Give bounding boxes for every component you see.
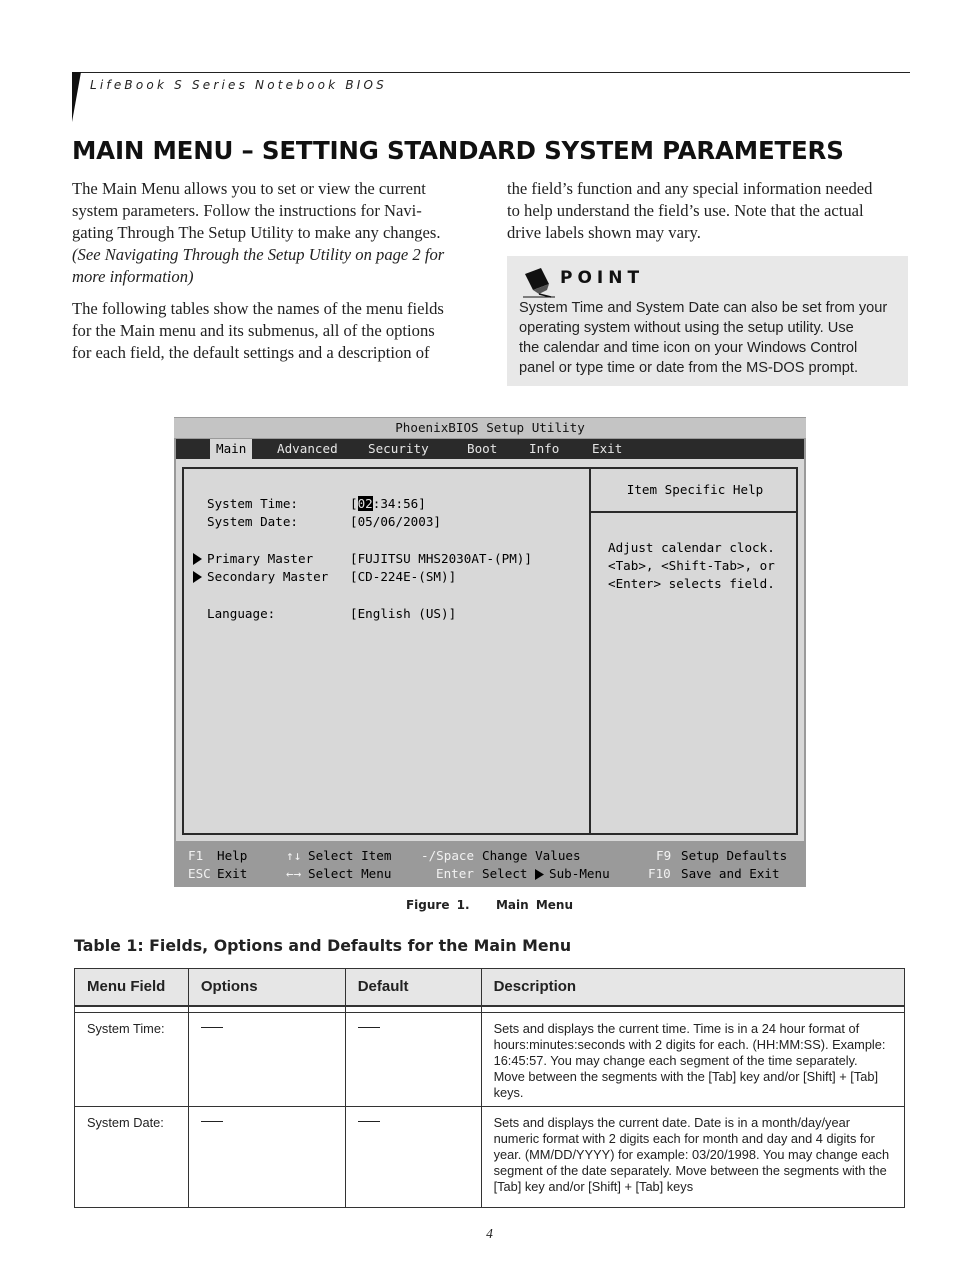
- point-label: POINT: [560, 268, 645, 288]
- bios-help-divider: [591, 511, 798, 513]
- key-f9: F9: [656, 848, 672, 863]
- key-updown-arrows-icon: ↑↓: [286, 848, 302, 863]
- table-title: Table 1: Fields, Options and Defaults for the Main Menu: [74, 936, 572, 955]
- table-header-row: [75, 969, 905, 1006]
- bios-screenshot: [174, 417, 806, 887]
- key-updown-label: Select Item: [308, 848, 392, 863]
- language-value[interactable]: [English (US)]: [350, 606, 457, 621]
- figure-number: Figure 1.: [405, 898, 470, 912]
- page-number: 4: [486, 1226, 493, 1241]
- key-enter: Enter: [436, 866, 474, 881]
- pen-icon: [521, 266, 557, 298]
- key-leftright-arrows-icon: ←→: [286, 866, 302, 881]
- empty-dash: [358, 1121, 380, 1122]
- column-header: Description: [481, 969, 904, 1006]
- empty-dash: [358, 1027, 380, 1028]
- empty-dash: [201, 1027, 223, 1028]
- primary-master-value[interactable]: [FUJITSU MHS2030AT-(PM)]: [350, 551, 532, 566]
- system-time-value[interactable]: [02:34:56]: [350, 496, 426, 511]
- intro-paragraph-2: The following tables show the names of the menu fields for the Main menu and its submenus, all of the options for each field, the default settings and a description of: [72, 299, 444, 362]
- submenu-arrow-icon: [192, 571, 202, 583]
- key-f9-label: Setup Defaults: [681, 848, 788, 863]
- menu-field-cell: System Date:: [75, 1107, 189, 1208]
- fields-table: [74, 968, 905, 1208]
- bios-menubar: [176, 439, 804, 459]
- table-row: [75, 1013, 905, 1107]
- figure-caption: [0, 898, 979, 912]
- key-esc-label: Exit: [217, 866, 248, 881]
- table-row: [75, 1107, 905, 1208]
- key-esc: ESC: [188, 866, 211, 881]
- key-f1-label: Help: [217, 848, 248, 863]
- bios-menu-advanced[interactable]: Advanced: [277, 441, 338, 456]
- key-f10: F10: [648, 866, 671, 881]
- intro-right-column: [507, 178, 907, 254]
- cross-reference: (See Navigating Through the Setup Utility on page 2 for: [72, 245, 445, 264]
- intro-paragraph-3: the field’s function and any special information needed to help understand the field’s use. Note that the actual drive labels shown may vary.: [507, 179, 873, 242]
- secondary-master-value[interactable]: [CD-224E-(SM)]: [350, 569, 457, 584]
- running-title: LifeBook S Series Notebook BIOS: [90, 78, 387, 92]
- primary-master-label[interactable]: Primary Master: [207, 551, 314, 566]
- figure-title: Main Menu: [495, 898, 573, 912]
- submenu-arrow-icon: [192, 553, 202, 565]
- bios-divider: [589, 469, 591, 833]
- description-cell: Sets and displays the current date. Date is in a month/day/year numeric format with 2 digits each for month and day and 4 digits for year. (MM/DD/YYYY) for example: 03/20/1998. You may change each segment of the date separately. Move between the segments with the [Tab] key and/or [Shift] + [Tab] keys: [481, 1107, 904, 1208]
- header-rule: [72, 72, 910, 73]
- bios-menu-security[interactable]: Security: [368, 441, 429, 456]
- table-spacer: [75, 1006, 905, 1013]
- default-cell: [345, 1013, 481, 1107]
- key-f1: F1: [188, 848, 204, 863]
- time-cursor[interactable]: 02: [357, 496, 373, 511]
- bios-menu-main[interactable]: Main: [210, 439, 252, 459]
- key-submenu-label: Sub-Menu: [549, 866, 610, 881]
- bios-menu-boot[interactable]: Boot: [467, 441, 498, 456]
- bios-frame: [182, 467, 798, 835]
- column-header: Options: [188, 969, 345, 1006]
- point-text: System Time and System Date can also be set from your operating system without using the setup utility. Use the calendar and time icon on your Windows Control panel or type time or date from the MS-DOS prompt.: [519, 300, 888, 376]
- key-space: -/Space: [421, 848, 475, 863]
- language-label: Language:: [207, 606, 276, 621]
- system-time-label: System Time:: [207, 496, 298, 511]
- empty-dash: [201, 1121, 223, 1122]
- bios-title: PhoenixBIOS Setup Utility: [174, 418, 806, 438]
- key-space-label: Change Values: [482, 848, 581, 863]
- description-cell: Sets and displays the current time. Time is in a 24 hour format of hours:minutes:seconds with 2 digits for each. (HH:MM:SS). Example: 16:45:57. You may change each segment of the time separately. Move between the segments with the [Tab] key and/or [Shift] + [Tab] keys.: [481, 1013, 904, 1107]
- help-title: Item Specific Help: [626, 482, 764, 497]
- intro-left-column: [72, 178, 470, 374]
- column-header: Menu Field: [75, 969, 189, 1006]
- bios-menu-exit[interactable]: Exit: [592, 441, 623, 456]
- bios-footer: [176, 844, 804, 885]
- options-cell: [188, 1013, 345, 1107]
- secondary-master-label[interactable]: Secondary Master: [207, 569, 329, 584]
- intro-paragraph-1: The Main Menu allows you to set or view the current system parameters. Follow the instructions for Navi- gating Through The Setup Utility to make any changes. (See Navigating Through the Setup Utility on page 2 for more information): [72, 179, 445, 286]
- section-title: MAIN MENU – SETTING STANDARD SYSTEM PARAMETERS: [72, 136, 844, 165]
- menu-field-cell: System Time:: [75, 1013, 189, 1107]
- system-date-value[interactable]: [05/06/2003]: [350, 514, 441, 529]
- bios-body: [176, 459, 804, 841]
- header-wedge: [72, 72, 81, 122]
- key-enter-label: Select: [482, 866, 528, 881]
- key-f10-label: Save and Exit: [681, 866, 780, 881]
- bios-menu-info[interactable]: Info: [529, 441, 560, 456]
- column-header: Default: [345, 969, 481, 1006]
- default-cell: [345, 1107, 481, 1208]
- options-cell: [188, 1107, 345, 1208]
- help-text: Adjust calendar clock. <Tab>, <Shift-Tab>, or <Enter> selects field.: [608, 540, 775, 591]
- key-leftright-label: Select Menu: [308, 866, 392, 881]
- point-note-box: [507, 256, 908, 386]
- submenu-arrow-icon: [534, 869, 544, 880]
- system-date-label: System Date:: [207, 514, 298, 529]
